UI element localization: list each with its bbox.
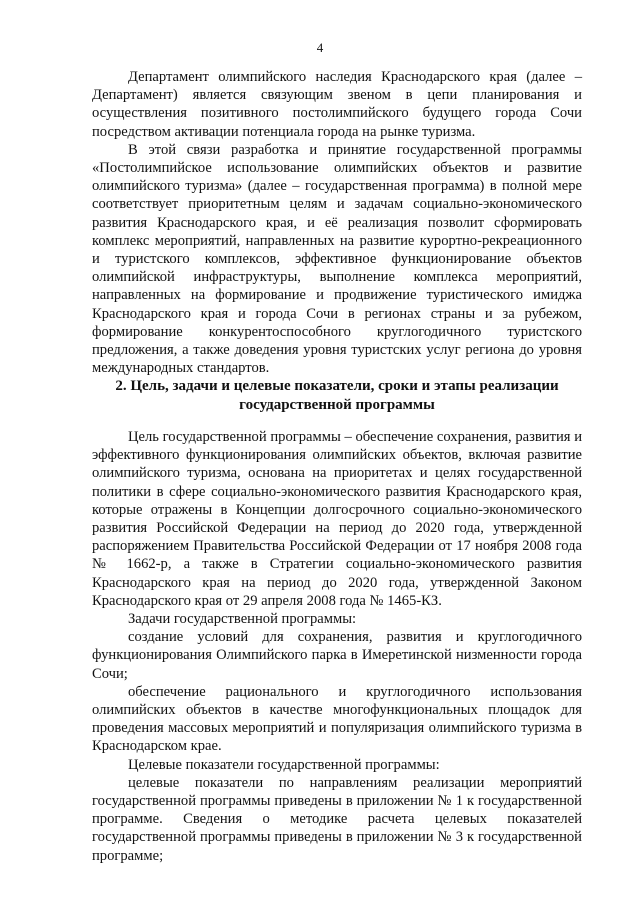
page-number: 4 xyxy=(316,40,324,55)
paragraph-goal: Цель государственной программы – обеспечение сохранения, развития и эффективного функционирования олимпийских объектов, включая развитие олимпийского туризма, основана на приоритетах и целях государственной политики в сфере социально-экономического развития Краснодарского края, которые отражены в Концепции долгосрочного социально-экономического развития Российской Федерации на период до 2020 года, утвержденной распоряжением Правительства Российской Федерации от 17 ноября 2008 года № 1662-р, а также в Стратегии социально-экономического развития Краснодарского края на период до 2020 года, утвержденной Законом Краснодарского края от 29 апреля 2008 года № 1465-КЗ. xyxy=(92,429,582,609)
paragraph-indicators: целевые показатели по направлениям реализации мероприятий государственной программы приведены в приложении № 1 к государственной программе. Сведения о методике расчета целевых показателей государственной программы приведены в приложении № 3 к государственной программе; xyxy=(92,774,582,864)
paragraph-task-1: создание условий для сохранения, развития и круглогодичного функционирования Олимпийского парка в Имеретинской низменности города Сочи; xyxy=(92,629,582,682)
paragraph-indicators-title: Целевые показатели государственной программы: xyxy=(128,756,440,773)
intro-text xyxy=(92,68,582,377)
section-text xyxy=(92,428,582,865)
paragraph-program-relevance: В этой связи разработка и принятие государственной программы «Постолимпийское использование олимпийских объектов и развитие олимпийского туризма» (далее – государственная программа) в полной мере соответствует приоритетным целям и задачам социально-экономического развития Краснодарского края, и её реализация позволит сформировать комплекс мероприятий, направленных на развитие курортно-рекреационного и туристского комплексов, эффективное функционирование объектов олимпийской инфраструктуры, выполнение комплекса мероприятий, направленных на формирование и продвижение туристического имиджа Краснодарского края и города Сочи в регионах страны и за рубежом, формирование конкурентоспособного круглогодичного туристского предложения, а также доведения уровня туристских услуг региона до уровня международных стандартов. xyxy=(92,141,582,377)
paragraph-tasks-title: Задачи государственной программы: xyxy=(128,611,357,628)
paragraph-task-2: обеспечение рационального и круглогодичного использования олимпийских объектов в качестве многофункциональных площадок для проведения массовых мероприятий и популяризация олимпийского туризма в Краснодарском крае. xyxy=(92,683,582,755)
paragraph-department: Департамент олимпийского наследия Краснодарского края (далее – Департамент) является связующим звеном в цепи планирования и осуществления позитивного постолимпийского будущего города Сочи посредством активации потенциала города на рынке туризма. xyxy=(92,69,582,140)
section-heading-block xyxy=(92,377,582,415)
section-heading: 2. Цель, задачи и целевые показатели, сроки и этапы реализации государственной программы xyxy=(115,378,559,413)
